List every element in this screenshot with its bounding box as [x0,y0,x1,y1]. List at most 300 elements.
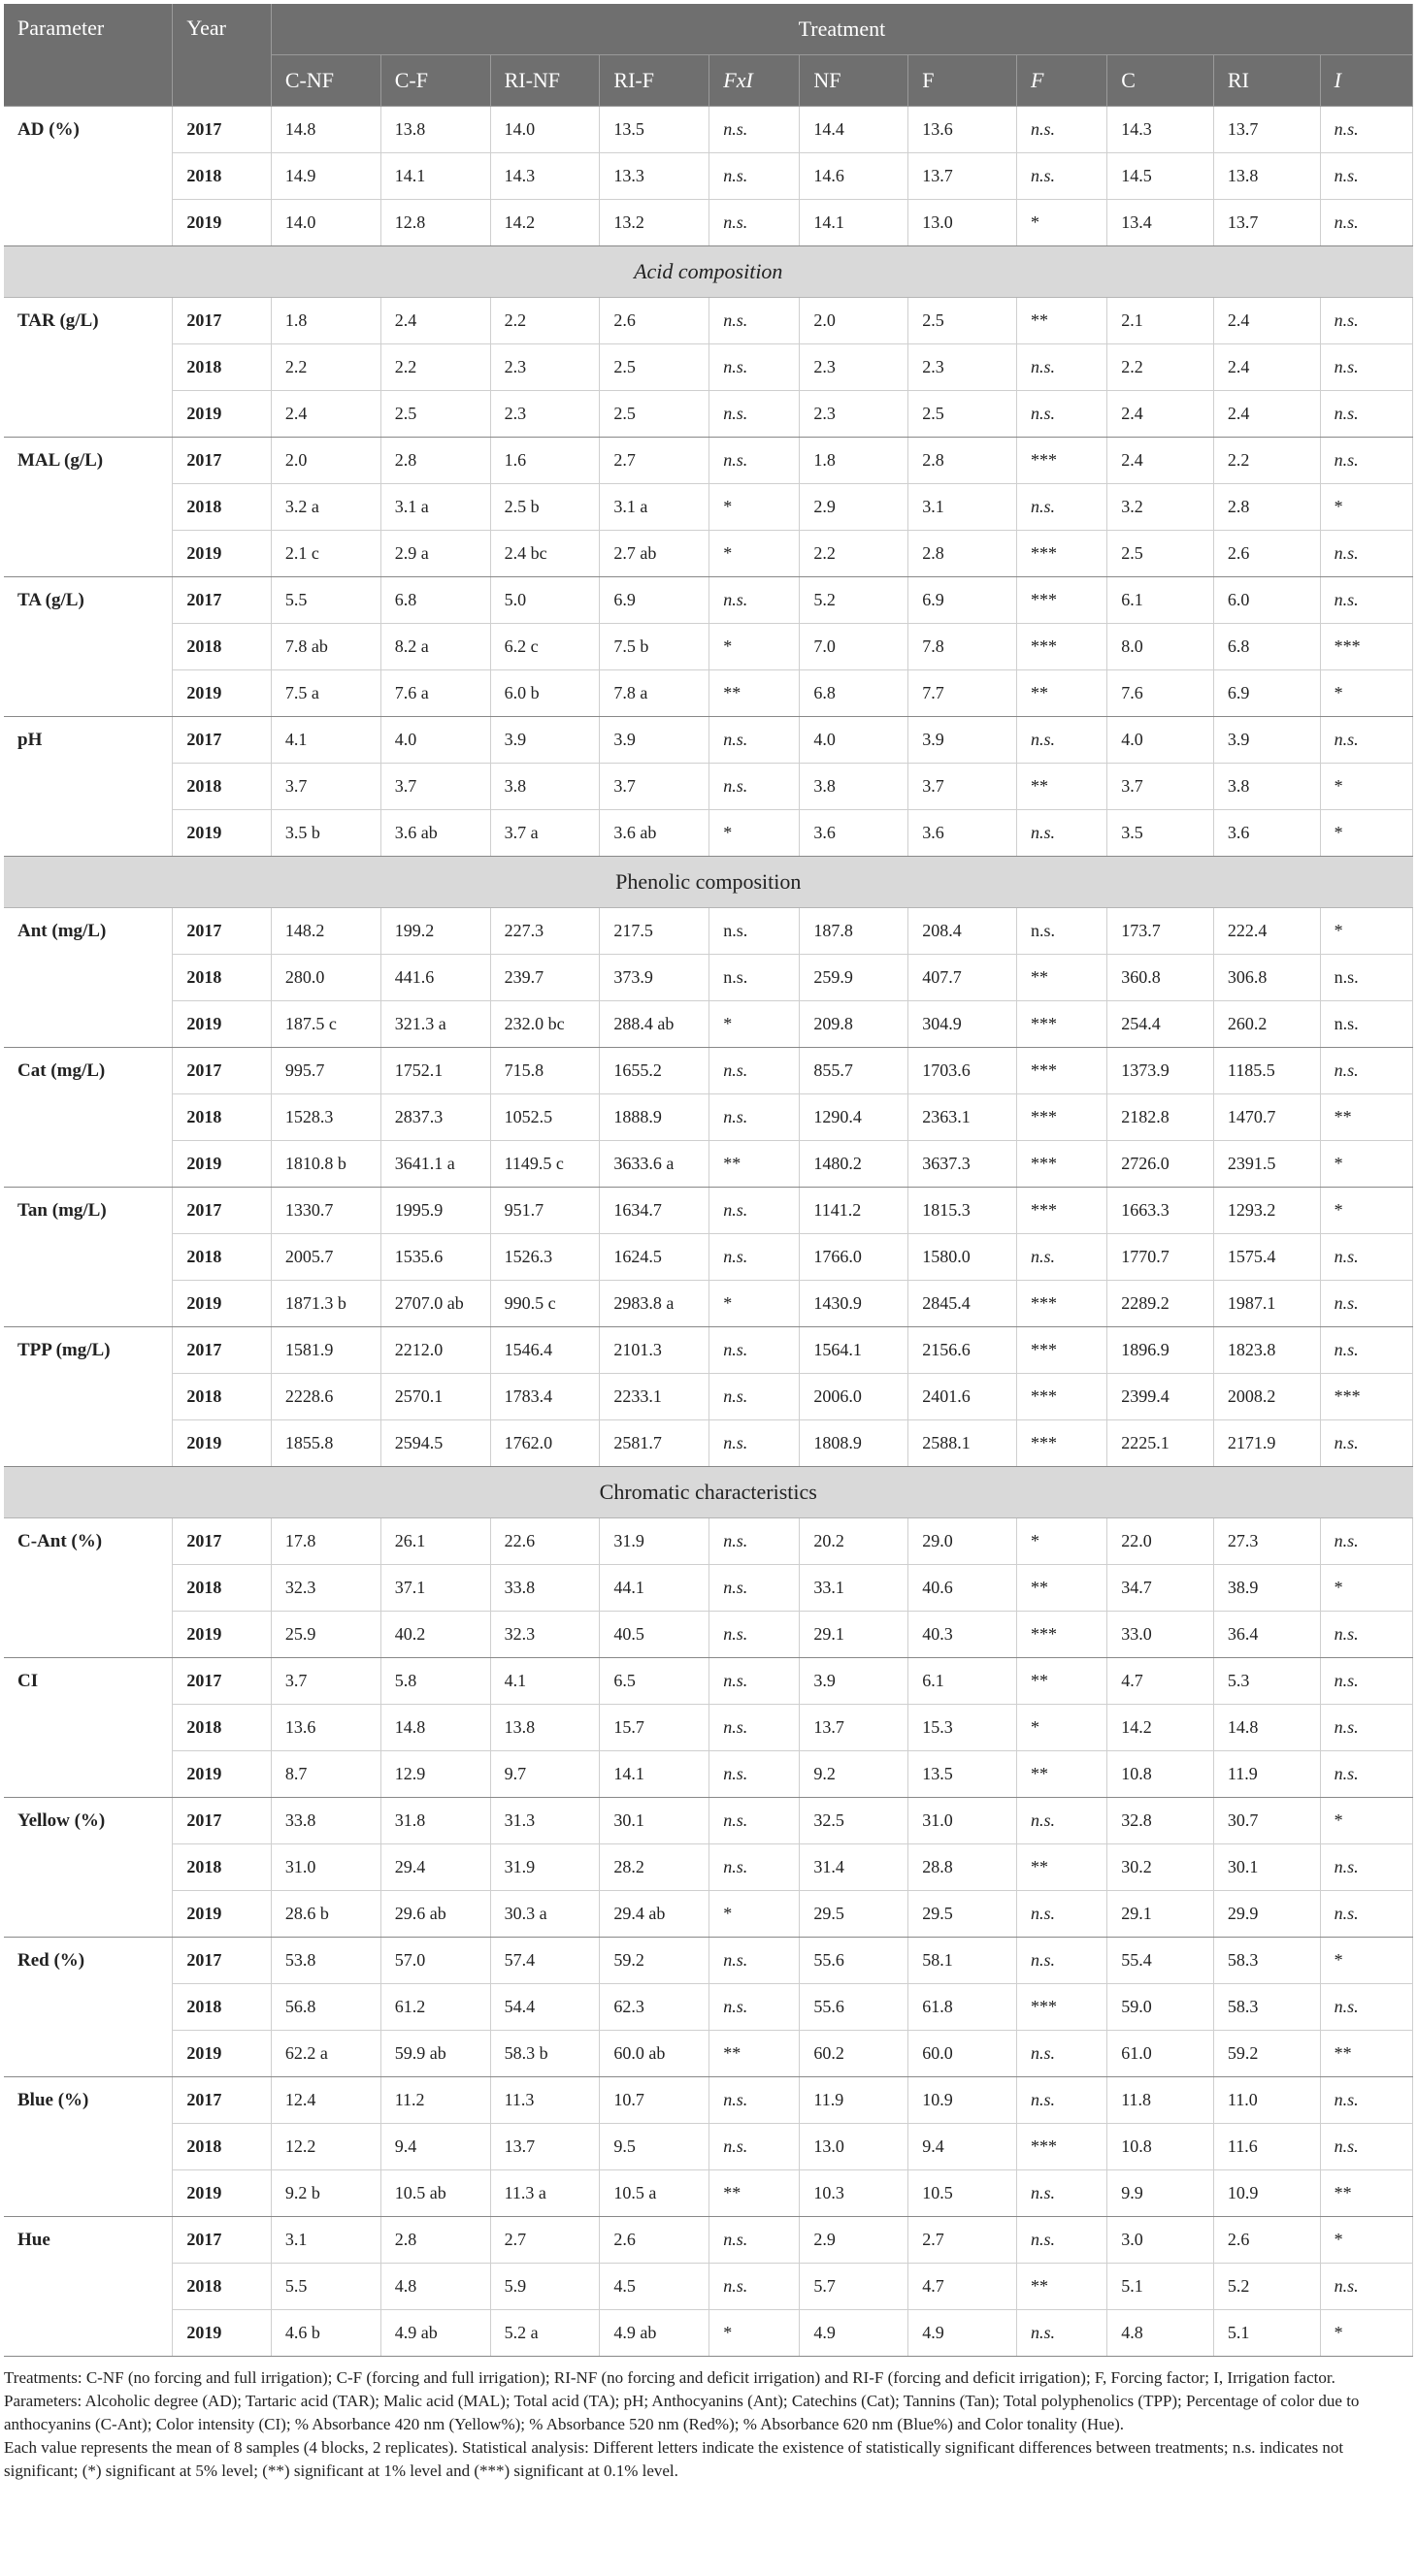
table-row [4,107,1413,153]
value-cell: 2.7 [908,2217,1017,2264]
value-cell: *** [1017,1281,1107,1327]
value-cell: 4.5 [600,2264,709,2310]
value-cell: 3.1 a [600,484,709,531]
value-cell: 4.9 [908,2310,1017,2357]
value-cell: 2.5 [600,391,709,438]
value-cell: 60.0 [908,2031,1017,2077]
year-cell: 2018 [173,2264,271,2310]
value-cell: * [1320,764,1412,810]
value-cell: 1546.4 [490,1327,600,1374]
column-header: C-NF [271,55,380,107]
value-cell: 2707.0 ab [380,1281,490,1327]
value-cell: 11.3 [490,2077,600,2124]
value-cell: 59.9 ab [380,2031,490,2077]
value-cell: 2233.1 [600,1374,709,1420]
value-cell: 2845.4 [908,1281,1017,1327]
value-cell: 6.8 [380,577,490,624]
value-cell: 2837.3 [380,1094,490,1141]
value-cell: 60.2 [800,2031,908,2077]
parameter-name: C-Ant (%) [4,1518,173,1658]
table-row [4,1048,1413,1094]
value-cell: n.s. [709,1565,800,1612]
value-cell: 3633.6 a [600,1141,709,1188]
year-cell: 2018 [173,484,271,531]
value-cell: n.s. [1017,391,1107,438]
section-title: Acid composition [4,246,1413,298]
value-cell: 13.5 [908,1751,1017,1798]
year-cell: 2018 [173,1984,271,2031]
value-cell: 6.1 [908,1658,1017,1705]
value-cell: n.s. [709,2264,800,2310]
value-cell: * [1320,810,1412,857]
value-cell: 1995.9 [380,1188,490,1234]
value-cell: 2.1 [1107,298,1214,344]
value-cell: 1149.5 c [490,1141,600,1188]
table-row [4,2031,1413,2077]
value-cell: 2.6 [600,2217,709,2264]
value-cell: 3637.3 [908,1141,1017,1188]
value-cell: 1330.7 [271,1188,380,1234]
value-cell: 2588.1 [908,1420,1017,1467]
value-cell: 29.9 [1213,1891,1320,1938]
value-cell: n.s. [1320,1844,1412,1891]
value-cell: 10.5 a [600,2170,709,2217]
value-cell: 995.7 [271,1048,380,1094]
value-cell: 2156.6 [908,1327,1017,1374]
table-row [4,1798,1413,1844]
year-cell: 2017 [173,1938,271,1984]
value-cell: 2.3 [490,391,600,438]
value-cell: 3.8 [1213,764,1320,810]
value-cell: 5.3 [1213,1658,1320,1705]
value-cell: 30.3 a [490,1891,600,1938]
value-cell: 208.4 [908,908,1017,955]
value-cell: 1.6 [490,438,600,484]
table-row [4,1751,1413,1798]
value-cell: 4.9 ab [600,2310,709,2357]
value-cell: 2171.9 [1213,1420,1320,1467]
value-cell: n.s. [709,1751,800,1798]
value-cell: ** [709,670,800,717]
value-cell: 29.1 [800,1612,908,1658]
value-cell: 44.1 [600,1565,709,1612]
value-cell: 6.8 [800,670,908,717]
value-cell: 3.6 ab [380,810,490,857]
value-cell: 13.8 [380,107,490,153]
value-cell: 209.8 [800,1001,908,1048]
value-cell: 1896.9 [1107,1327,1214,1374]
column-header: I [1320,55,1412,107]
value-cell: n.s. [1320,1420,1412,1467]
value-cell: 13.7 [1213,107,1320,153]
value-cell: 5.2 [1213,2264,1320,2310]
value-cell: 4.9 ab [380,2310,490,2357]
value-cell: n.s. [709,1984,800,2031]
value-cell: *** [1017,1048,1107,1094]
value-cell: n.s. [1017,2217,1107,2264]
value-cell: 30.7 [1213,1798,1320,1844]
value-cell: 4.1 [490,1658,600,1705]
value-cell: 360.8 [1107,955,1214,1001]
value-cell: 173.7 [1107,908,1214,955]
value-cell: 3641.1 a [380,1141,490,1188]
value-cell: *** [1017,2124,1107,2170]
value-cell: 3.8 [490,764,600,810]
value-cell: 29.4 ab [600,1891,709,1938]
value-cell: * [709,624,800,670]
value-cell: 4.0 [380,717,490,764]
column-header: C-F [380,55,490,107]
value-cell: 232.0 bc [490,1001,600,1048]
value-cell: n.s. [709,1234,800,1281]
value-cell: 5.1 [1213,2310,1320,2357]
value-cell: * [709,484,800,531]
value-cell: *** [1017,1612,1107,1658]
value-cell: n.s. [709,1327,800,1374]
year-cell: 2018 [173,1705,271,1751]
value-cell: 14.1 [600,1751,709,1798]
value-cell: 3.5 b [271,810,380,857]
value-cell: ** [1017,670,1107,717]
value-cell: n.s. [709,1188,800,1234]
value-cell: 10.8 [1107,2124,1214,2170]
value-cell: n.s. [1017,153,1107,200]
value-cell: 7.8 [908,624,1017,670]
value-cell: 62.3 [600,1984,709,2031]
value-cell: 57.0 [380,1938,490,1984]
table-row [4,764,1413,810]
value-cell: 2.2 [380,344,490,391]
value-cell: 4.6 b [271,2310,380,2357]
value-cell: 855.7 [800,1048,908,1094]
value-cell: 2.4 [1213,344,1320,391]
value-cell: 26.1 [380,1518,490,1565]
year-cell: 2018 [173,2124,271,2170]
value-cell: 29.1 [1107,1891,1214,1938]
value-cell: 2.6 [1213,531,1320,577]
value-cell: 12.8 [380,200,490,246]
value-cell: 4.0 [1107,717,1214,764]
section-title: Phenolic composition [4,857,1413,908]
value-cell: 31.8 [380,1798,490,1844]
value-cell: 9.7 [490,1751,600,1798]
value-cell: 3.8 [800,764,908,810]
value-cell: 1535.6 [380,1234,490,1281]
value-cell: 14.0 [490,107,600,153]
value-cell: 55.4 [1107,1938,1214,1984]
value-cell: 3.9 [600,717,709,764]
value-cell: 3.6 [1213,810,1320,857]
value-cell: 2983.8 a [600,1281,709,1327]
table-row [4,2217,1413,2264]
value-cell: 2.5 [908,298,1017,344]
year-cell: 2017 [173,438,271,484]
value-cell: 7.8 a [600,670,709,717]
value-cell: 2.0 [800,298,908,344]
value-cell: n.s. [1320,531,1412,577]
value-cell: n.s. [1320,1751,1412,1798]
year-cell: 2017 [173,1048,271,1094]
value-cell: 28.8 [908,1844,1017,1891]
value-cell: 6.9 [908,577,1017,624]
value-cell: ** [1017,1565,1107,1612]
value-cell: 1526.3 [490,1234,600,1281]
value-cell: 20.2 [800,1518,908,1565]
value-cell: 3.1 [908,484,1017,531]
value-cell: 60.0 ab [600,2031,709,2077]
value-cell: ** [709,2170,800,2217]
value-cell: n.s. [709,438,800,484]
value-cell: 2.9 [800,2217,908,2264]
value-cell: n.s. [1017,717,1107,764]
value-cell: * [1320,1188,1412,1234]
value-cell: n.s. [709,298,800,344]
year-cell: 2018 [173,1094,271,1141]
value-cell: 58.1 [908,1938,1017,1984]
value-cell: 11.3 a [490,2170,600,2217]
value-cell: *** [1320,624,1412,670]
year-cell: 2018 [173,1234,271,1281]
value-cell: n.s. [1320,1048,1412,1094]
value-cell: * [709,810,800,857]
value-cell: 2570.1 [380,1374,490,1420]
value-cell: 28.2 [600,1844,709,1891]
value-cell: * [709,1891,800,1938]
value-cell: ** [709,2031,800,2077]
value-cell: 55.6 [800,1984,908,2031]
value-cell: 3.7 [380,764,490,810]
value-cell: 2399.4 [1107,1374,1214,1420]
value-cell: 5.0 [490,577,600,624]
value-cell: 3.2 [1107,484,1214,531]
value-cell: 2.0 [271,438,380,484]
parameter-name: Yellow (%) [4,1798,173,1938]
value-cell: n.s. [1320,298,1412,344]
value-cell: 11.9 [800,2077,908,2124]
header-parameter: Parameter [4,4,173,107]
table-row [4,1234,1413,1281]
value-cell: 3.9 [908,717,1017,764]
value-cell: 1703.6 [908,1048,1017,1094]
value-cell: n.s. [709,344,800,391]
value-cell: *** [1017,438,1107,484]
value-cell: *** [1017,1188,1107,1234]
value-cell: 2363.1 [908,1094,1017,1141]
table-row [4,1565,1413,1612]
value-cell: 1855.8 [271,1420,380,1467]
value-cell: *** [1017,531,1107,577]
value-cell: 5.8 [380,1658,490,1705]
value-cell: 10.3 [800,2170,908,2217]
value-cell: 1888.9 [600,1094,709,1141]
value-cell: ** [1017,298,1107,344]
value-cell: 2.1 c [271,531,380,577]
value-cell: 12.2 [271,2124,380,2170]
value-cell: 14.9 [271,153,380,200]
value-cell: 715.8 [490,1048,600,1094]
value-cell: 8.0 [1107,624,1214,670]
value-cell: 30.2 [1107,1844,1214,1891]
year-cell: 2019 [173,1612,271,1658]
value-cell: 2101.3 [600,1327,709,1374]
parameter-name: TA (g/L) [4,577,173,717]
value-cell: n.s. [709,717,800,764]
value-cell: 2.2 [490,298,600,344]
value-cell: 25.9 [271,1612,380,1658]
value-cell: 148.2 [271,908,380,955]
year-cell: 2019 [173,670,271,717]
value-cell: 2008.2 [1213,1374,1320,1420]
value-cell: 14.1 [800,200,908,246]
value-cell: 14.3 [490,153,600,200]
value-cell: 40.6 [908,1565,1017,1612]
value-cell: 3.6 [908,810,1017,857]
value-cell: 1766.0 [800,1234,908,1281]
value-cell: n.s. [1017,107,1107,153]
value-cell: 7.6 [1107,670,1214,717]
results-table [4,4,1413,2357]
parameter-name: Cat (mg/L) [4,1048,173,1188]
value-cell: 2.5 [380,391,490,438]
value-cell: 58.3 [1213,1984,1320,2031]
value-cell: 11.0 [1213,2077,1320,2124]
value-cell: 2.8 [908,531,1017,577]
table-row [4,2077,1413,2124]
value-cell: 10.5 ab [380,2170,490,2217]
value-cell: 8.7 [271,1751,380,1798]
table-row [4,391,1413,438]
value-cell: 13.0 [908,200,1017,246]
parameter-name: pH [4,717,173,857]
value-cell: 4.7 [908,2264,1017,2310]
value-cell: 1.8 [800,438,908,484]
value-cell: 57.4 [490,1938,600,1984]
year-cell: 2018 [173,1844,271,1891]
value-cell: 1528.3 [271,1094,380,1141]
value-cell: 2594.5 [380,1420,490,1467]
value-cell: n.s. [1017,1891,1107,1938]
table-row [4,1094,1413,1141]
value-cell: n.s. [1017,1798,1107,1844]
column-header: NF [800,55,908,107]
value-cell: * [709,2310,800,2357]
value-cell: 239.7 [490,955,600,1001]
value-cell: 1430.9 [800,1281,908,1327]
value-cell: 29.4 [380,1844,490,1891]
value-cell: 4.7 [1107,1658,1214,1705]
value-cell: 14.1 [380,153,490,200]
value-cell: 15.7 [600,1705,709,1751]
value-cell: 6.0 b [490,670,600,717]
value-cell: 9.2 b [271,2170,380,2217]
value-cell: 1581.9 [271,1327,380,1374]
value-cell: 37.1 [380,1565,490,1612]
value-cell: 1293.2 [1213,1188,1320,1234]
value-cell: 22.6 [490,1518,600,1565]
value-cell: n.s. [1320,391,1412,438]
value-cell: n.s. [709,1518,800,1565]
value-cell: 2726.0 [1107,1141,1214,1188]
value-cell: n.s. [1320,1518,1412,1565]
value-cell: 13.7 [490,2124,600,2170]
value-cell: 61.0 [1107,2031,1214,2077]
table-row [4,1327,1413,1374]
value-cell: 40.5 [600,1612,709,1658]
value-cell: 3.1 a [380,484,490,531]
value-cell: 304.9 [908,1001,1017,1048]
value-cell: 2.8 [1213,484,1320,531]
year-cell: 2018 [173,344,271,391]
value-cell: 3.9 [1213,717,1320,764]
value-cell: *** [1320,1374,1412,1420]
value-cell: 6.9 [1213,670,1320,717]
value-cell: 29.5 [800,1891,908,1938]
value-cell: 7.8 ab [271,624,380,670]
value-cell: 9.2 [800,1751,908,1798]
value-cell: 4.1 [271,717,380,764]
year-cell: 2019 [173,391,271,438]
table-row [4,1984,1413,2031]
value-cell: 2.4 [1213,298,1320,344]
parameter-name: Blue (%) [4,2077,173,2217]
table-row [4,153,1413,200]
year-cell: 2019 [173,1420,271,1467]
value-cell: 5.1 [1107,2264,1214,2310]
value-cell: 2.8 [908,438,1017,484]
value-cell: ** [1017,2264,1107,2310]
value-cell: 1634.7 [600,1188,709,1234]
value-cell: 1575.4 [1213,1234,1320,1281]
table-row [4,2264,1413,2310]
section-header-row [4,1467,1413,1518]
value-cell: 2.2 [1213,438,1320,484]
value-cell: n.s. [709,1612,800,1658]
year-cell: 2019 [173,1141,271,1188]
value-cell: 1185.5 [1213,1048,1320,1094]
year-cell: 2017 [173,2077,271,2124]
value-cell: n.s. [709,1844,800,1891]
value-cell: 10.9 [908,2077,1017,2124]
value-cell: 2.2 [800,531,908,577]
value-cell: 2.9 a [380,531,490,577]
value-cell: n.s. [1017,2031,1107,2077]
value-cell: 58.3 [1213,1938,1320,1984]
table-row [4,624,1413,670]
year-cell: 2019 [173,2031,271,2077]
value-cell: 2.3 [490,344,600,391]
value-cell: 10.5 [908,2170,1017,2217]
value-cell: 14.8 [380,1705,490,1751]
year-cell: 2018 [173,153,271,200]
value-cell: 3.7 [271,1658,380,1705]
value-cell: n.s. [709,764,800,810]
table-row [4,1141,1413,1188]
value-cell: 4.8 [1107,2310,1214,2357]
value-cell: 13.3 [600,153,709,200]
value-cell: 1815.3 [908,1188,1017,1234]
value-cell: 3.9 [800,1658,908,1705]
value-cell: 29.6 ab [380,1891,490,1938]
value-cell: 1823.8 [1213,1327,1320,1374]
value-cell: 1052.5 [490,1094,600,1141]
value-cell: 187.8 [800,908,908,955]
value-cell: 2.2 [1107,344,1214,391]
value-cell: *** [1017,1420,1107,1467]
value-cell: 56.8 [271,1984,380,2031]
value-cell: 1624.5 [600,1234,709,1281]
value-cell: 12.9 [380,1751,490,1798]
table-row [4,1844,1413,1891]
